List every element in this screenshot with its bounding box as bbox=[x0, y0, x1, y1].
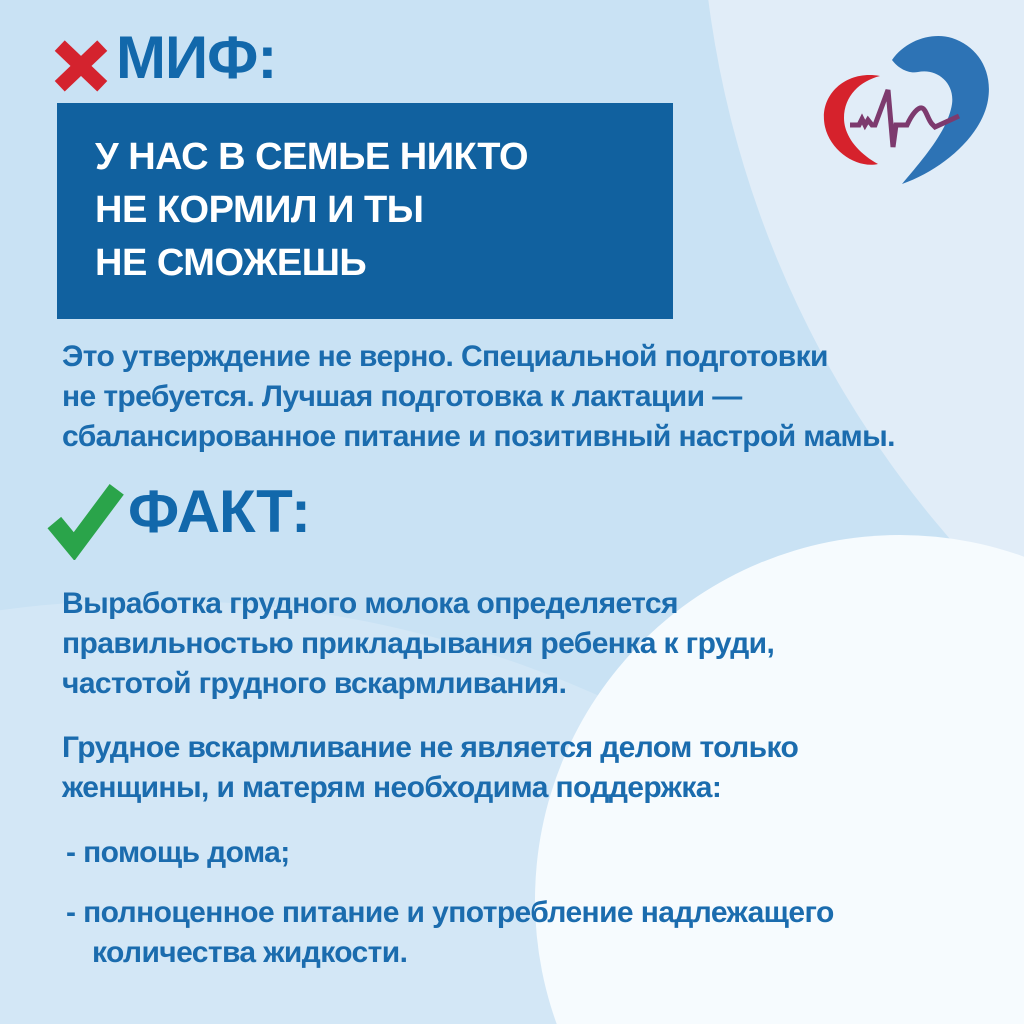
cross-icon bbox=[52, 36, 110, 99]
text-line: НЕ СМОЖЕШЬ bbox=[95, 242, 367, 284]
logo-red-swoosh bbox=[824, 75, 880, 165]
heart-cardiogram-logo bbox=[812, 30, 1012, 200]
logo-blue-swoosh bbox=[892, 36, 989, 184]
support-list-item bbox=[66, 893, 834, 973]
fact-paragraph-2 bbox=[62, 728, 798, 808]
text-line: У НАС В СЕМЬЕ НИКТО bbox=[95, 136, 529, 178]
text-line: количества жидкости. bbox=[92, 936, 408, 969]
text-line: не требуется. Лучшая подготовка к лактации — bbox=[62, 380, 742, 413]
text-line: Грудное вскармливание не является делом только bbox=[62, 731, 799, 764]
text-line: Выработка грудного молока определяется bbox=[62, 587, 678, 620]
myth-header bbox=[52, 26, 276, 99]
text-line: сбалансированное питание и позитивный настрой мамы. bbox=[62, 420, 895, 453]
myth-quote-box bbox=[57, 103, 673, 319]
myth-label: МИФ: bbox=[116, 24, 277, 91]
support-list-item bbox=[66, 833, 290, 873]
text-line: НЕ КОРМИЛ И ТЫ bbox=[95, 189, 424, 231]
text-line: частотой грудного вскармливания. bbox=[62, 667, 567, 700]
check-icon bbox=[46, 482, 124, 565]
text-line: - полноценное питание и употребление надлежащего bbox=[66, 896, 834, 929]
text-line: правильностью прикладывания ребенка к груди, bbox=[62, 627, 775, 660]
fact-header bbox=[46, 480, 310, 565]
text-line: женщины, и матерям необходима поддержка: bbox=[62, 771, 722, 804]
myth-explanation bbox=[62, 337, 895, 457]
text-line: Это утверждение не верно. Специальной подготовки bbox=[62, 340, 828, 373]
fact-label: ФАКТ: bbox=[128, 478, 311, 545]
text-line: - помощь дома; bbox=[66, 836, 290, 869]
fact-paragraph-1 bbox=[62, 584, 774, 704]
